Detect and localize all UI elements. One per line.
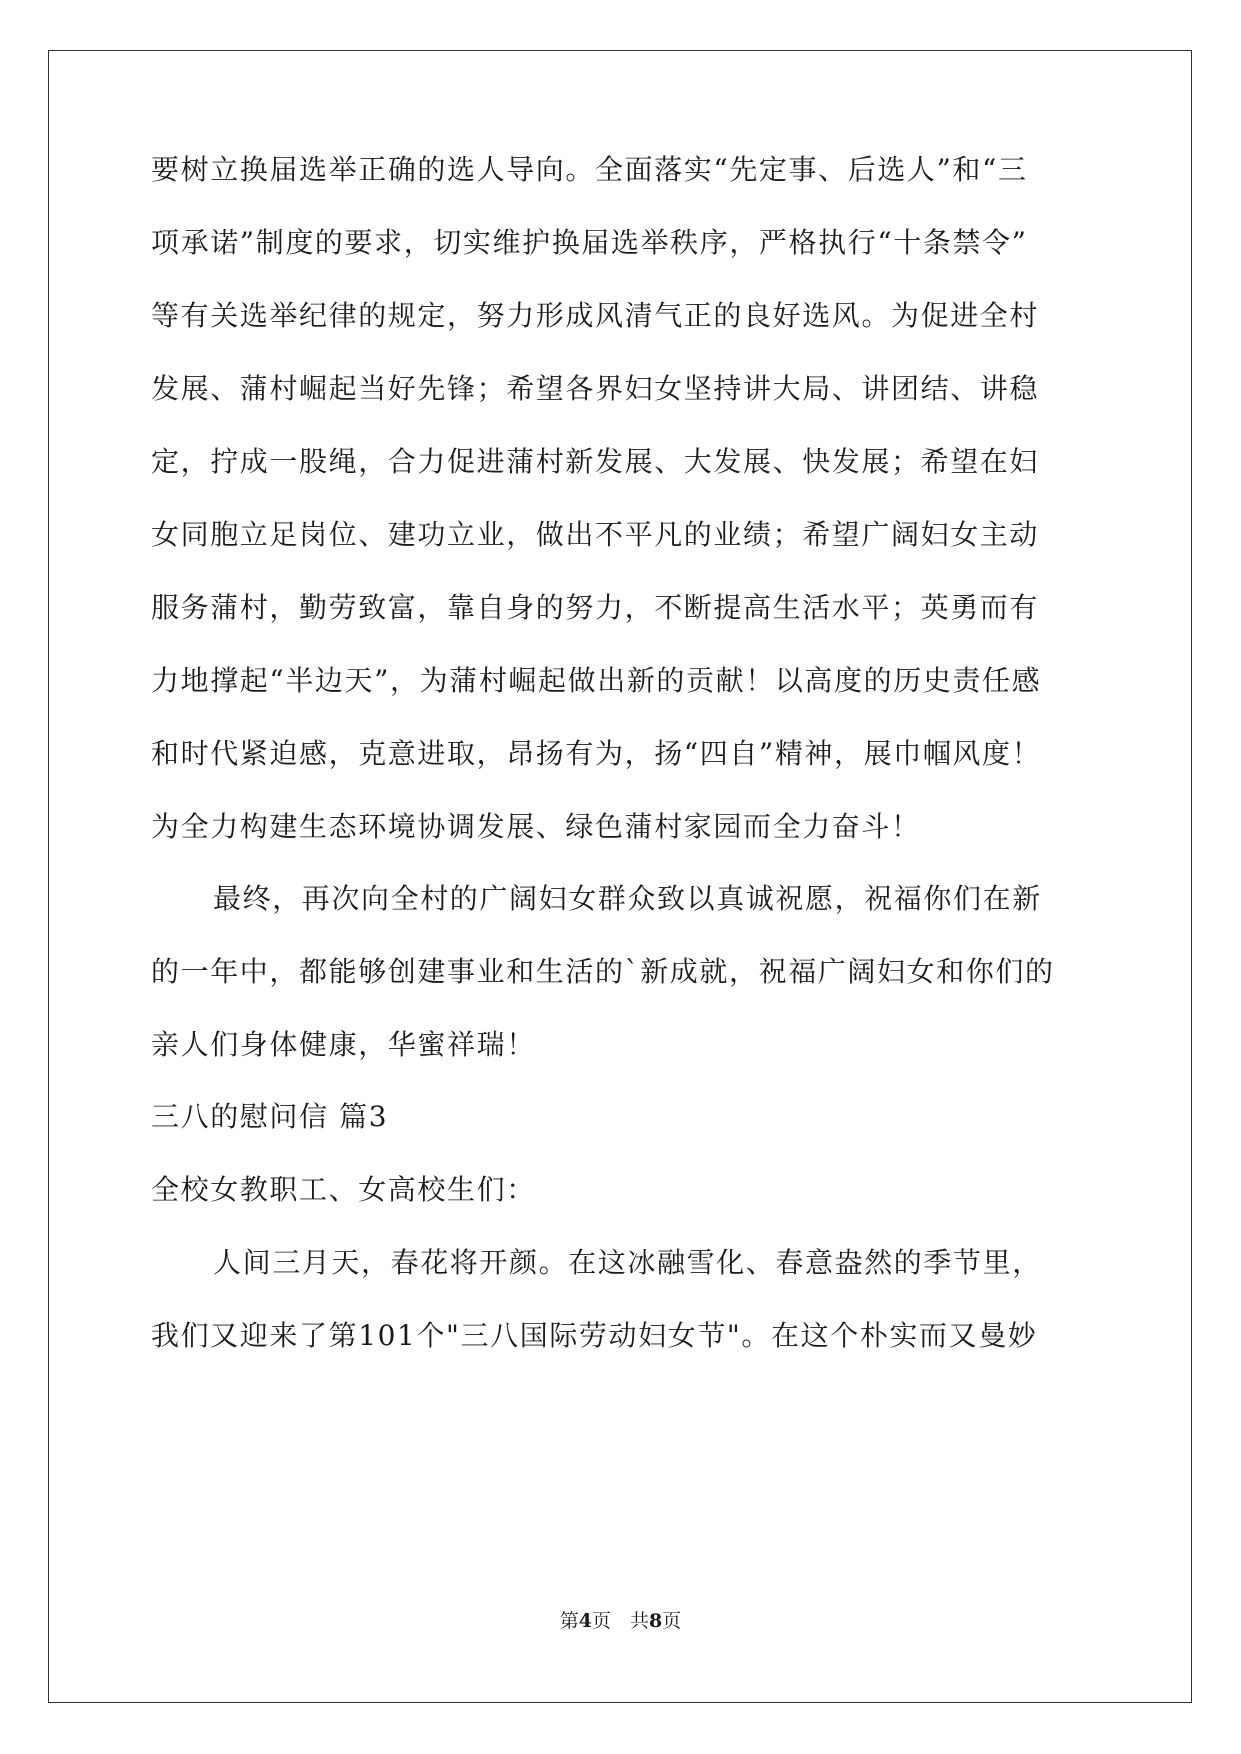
- total-page-number: 8: [649, 1610, 663, 1632]
- footer-suffix: 页: [662, 1610, 682, 1632]
- body-line: 服务蒲村，勤劳致富，靠自身的努力，不断提高生活水平；英勇而有: [151, 591, 1040, 624]
- footer-prefix: 第: [559, 1610, 579, 1632]
- salutation: 全校女教职工、女高校生们：: [151, 1173, 536, 1206]
- body-line: 要树立换届选举正确的选人导向。全面落实“先定事、后选人”和“三: [151, 153, 1028, 186]
- footer-mid: 页 共: [591, 1610, 649, 1632]
- body-line: 发展、蒲村崛起当好先锋；希望各界妇女坚持讲大局、讲团结、讲稳: [151, 372, 1040, 405]
- body-line: 我们又迎来了第101个"三八国际劳动妇女节"。在这个朴实而又曼妙: [151, 1319, 1038, 1352]
- section-heading: 三八的慰问信 篇3: [151, 1100, 389, 1133]
- current-page-number: 4: [578, 1610, 592, 1632]
- body-line: 女同胞立足岗位、建功立业，做出不平凡的业绩；希望广阔妇女主动: [151, 518, 1040, 551]
- body-line: 项承诺”制度的要求，切实维护换届选举秩序，严格执行“十条禁令”: [151, 226, 1028, 259]
- body-line: 等有关选举纪律的规定，努力形成风清气正的良好选风。为促进全村: [151, 299, 1040, 332]
- paragraph-first-line: 人间三月天，春花将开颜。在这冰融雪化、春意盎然的季节里，: [213, 1246, 1042, 1279]
- body-line: 的一年中，都能够创建事业和生活的`新成就，祝福广阔妇女和你们的: [151, 955, 1055, 988]
- body-line: 定，拧成一股绳，合力促进蒲村新发展、大发展、快发展；希望在妇: [151, 445, 1040, 478]
- body-line: 力地撑起“半边天”，为蒲村崛起做出新的贡献！以高度的历史责任感: [151, 664, 1042, 697]
- paragraph-first-line: 最终，再次向全村的广阔妇女群众致以真诚祝愿，祝福你们在新: [213, 882, 1042, 915]
- body-line: 亲人们身体健康，华蜜祥瑞！: [151, 1028, 536, 1061]
- body-line: 和时代紧迫感，克意进取，昂扬有为，扬“四自”精神，展巾帼风度！: [151, 737, 1042, 770]
- page-footer: [0, 1609, 1241, 1633]
- body-line: 为全力构建生态环境协调发展、绿色蒲村家园而全力奋斗！: [151, 810, 921, 843]
